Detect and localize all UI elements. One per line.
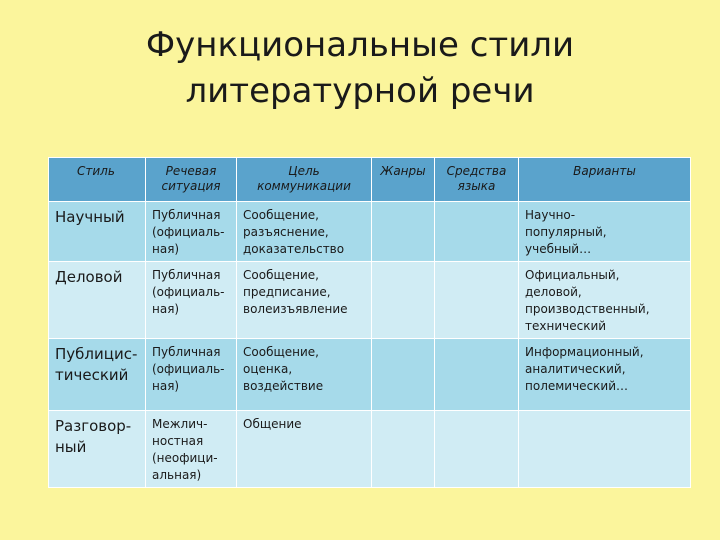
- header-style: Стиль: [49, 158, 146, 202]
- cell-genres: [372, 262, 435, 339]
- cell-line: предписание,: [243, 285, 331, 299]
- cell-line: Сообщение,: [243, 208, 319, 222]
- title-line-2: литературной речи: [185, 71, 535, 111]
- cell-line: деловой,: [525, 285, 582, 299]
- cell-line: популярный,: [525, 225, 607, 239]
- header-situation: Речевая ситуация: [146, 158, 237, 202]
- cell-line: (официаль-: [152, 285, 225, 299]
- header-goal: Цель коммуникации: [237, 158, 372, 202]
- cell-goal: [237, 411, 372, 488]
- table-header-row: [49, 158, 691, 202]
- cell-line: воздействие: [243, 379, 324, 393]
- cell-line: технический: [525, 319, 607, 333]
- cell-line: Сообщение, оценка,: [243, 345, 319, 376]
- header-variants: Варианты: [519, 158, 691, 202]
- cell-line: Межлич-: [152, 417, 208, 431]
- styles-table: [48, 157, 691, 488]
- cell-style: [49, 262, 146, 339]
- cell-line: Официальный,: [525, 268, 620, 282]
- cell-line: производственный,: [525, 302, 650, 316]
- cell-line: (официаль-: [152, 225, 225, 239]
- cell-line: аналитический,: [525, 362, 626, 376]
- cell-line: Разговор-: [55, 417, 132, 435]
- cell-variants: [519, 339, 691, 411]
- cell-line: полемический…: [525, 379, 629, 393]
- cell-line: альная): [152, 468, 202, 482]
- cell-genres: [372, 202, 435, 262]
- cell-situation: [146, 339, 237, 411]
- cell-line: ностная: [152, 434, 204, 448]
- cell-line: (неофици-: [152, 451, 218, 465]
- cell-line: Публичная: [152, 345, 221, 359]
- cell-line: тический: [55, 366, 129, 384]
- cell-line: Общение: [243, 417, 302, 431]
- cell-goal: [237, 262, 372, 339]
- cell-line: Публичная: [152, 208, 221, 222]
- table-row: [49, 262, 691, 339]
- cell-line: Научный: [55, 208, 125, 226]
- cell-genres: [372, 411, 435, 488]
- cell-line: Информационный,: [525, 345, 644, 359]
- cell-style: [49, 411, 146, 488]
- cell-style: [49, 339, 146, 411]
- cell-variants: [519, 411, 691, 488]
- cell-line: Деловой: [55, 268, 123, 286]
- cell-variants: [519, 262, 691, 339]
- header-genres: Жанры: [372, 158, 435, 202]
- cell-means: [435, 411, 519, 488]
- cell-situation: [146, 262, 237, 339]
- table-row: [49, 411, 691, 488]
- table-row: [49, 202, 691, 262]
- cell-genres: [372, 339, 435, 411]
- cell-means: [435, 339, 519, 411]
- cell-variants: [519, 202, 691, 262]
- cell-line: ная): [152, 242, 180, 256]
- cell-line: ный: [55, 438, 87, 456]
- page-title: [0, 22, 720, 114]
- cell-line: разъяснение,: [243, 225, 329, 239]
- cell-line: доказательство: [243, 242, 345, 256]
- cell-line: Публицис-: [55, 345, 138, 363]
- cell-situation: [146, 411, 237, 488]
- cell-line: волеизъявление: [243, 302, 348, 316]
- cell-line: учебный…: [525, 242, 592, 256]
- cell-situation: [146, 202, 237, 262]
- cell-line: (официаль-: [152, 362, 225, 376]
- cell-line: ная): [152, 302, 180, 316]
- cell-line: Публичная: [152, 268, 221, 282]
- table-row: [49, 339, 691, 411]
- cell-goal: [237, 202, 372, 262]
- cell-goal: [237, 339, 372, 411]
- cell-means: [435, 202, 519, 262]
- cell-line: Сообщение,: [243, 268, 319, 282]
- cell-line: ная): [152, 379, 180, 393]
- cell-means: [435, 262, 519, 339]
- title-line-1: Функциональные стили: [145, 25, 575, 65]
- cell-style: [49, 202, 146, 262]
- header-means: Средства языка: [435, 158, 519, 202]
- cell-line: Научно-: [525, 208, 576, 222]
